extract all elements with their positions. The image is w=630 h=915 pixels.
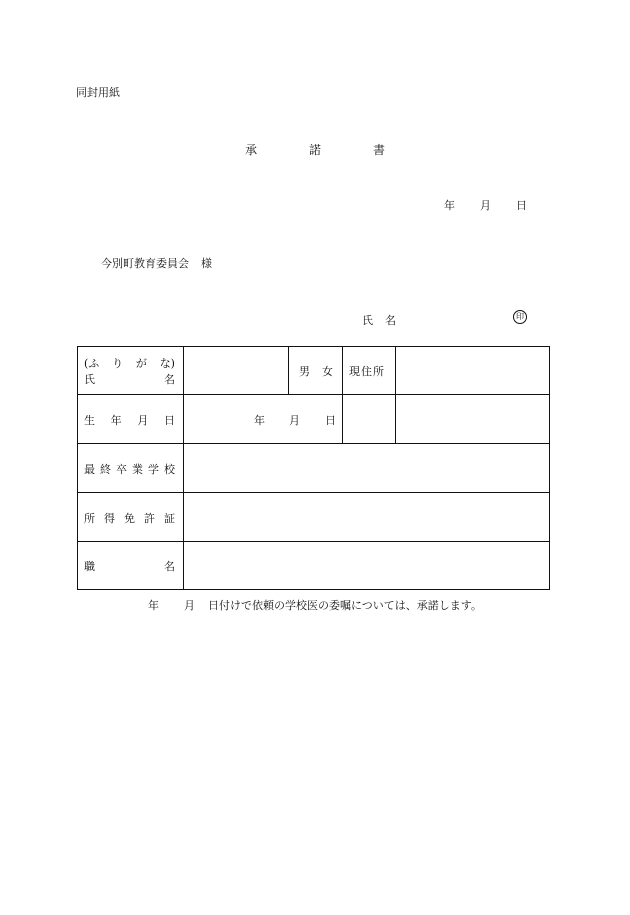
name-input-cell[interactable] [184, 347, 287, 393]
label-char: 所 [84, 512, 95, 525]
name-label [84, 371, 175, 387]
school-label [84, 461, 175, 477]
birthdate-year: 年 [254, 414, 265, 427]
label-char: 氏 [84, 373, 95, 386]
label-char: な) [159, 357, 175, 370]
title-char: 書 [373, 143, 386, 157]
label-char: 生 [84, 414, 95, 427]
footer-year: 年 [148, 599, 159, 612]
label-char: 証 [164, 512, 175, 525]
label-char: 免 [124, 512, 135, 525]
label-char: 学 [148, 463, 159, 476]
signer-label-mei: 名 [385, 314, 396, 327]
table-line [342, 346, 343, 443]
license-label [84, 510, 175, 526]
date-month: 月 [480, 199, 491, 212]
addressee-honorific: 様 [201, 257, 212, 270]
label-char: が [135, 357, 147, 370]
table-line [77, 589, 550, 590]
label-char: り [112, 357, 124, 370]
footer-month: 月 [184, 599, 195, 612]
label-char: 職 [84, 560, 95, 573]
table-line [549, 346, 550, 590]
table-line [288, 346, 289, 394]
addressee-name: 今別町教育委員会 [101, 257, 189, 270]
job-label [84, 558, 175, 574]
birthdate-day: 日 [325, 414, 336, 427]
label-char: 日 [163, 414, 175, 427]
birthdate-label [84, 412, 175, 428]
title-char: 承 [244, 143, 257, 157]
label-char: 許 [144, 512, 155, 525]
seal-mark-icon: 印 [513, 310, 527, 324]
footer-statement: 日付けで依頼の学校医の委嘱については、承諾します。 [208, 599, 482, 612]
label-char: 最 [84, 463, 95, 476]
date-day: 日 [516, 199, 527, 212]
addressee [101, 255, 212, 271]
address-input-cell[interactable] [396, 347, 548, 393]
label-char: 名 [164, 560, 175, 573]
table-line [77, 346, 78, 590]
label-char: 年 [110, 414, 122, 427]
title-char: 諾 [308, 143, 321, 157]
label-char: 校 [164, 463, 175, 476]
label-char: (ふ [84, 357, 100, 370]
address-label: 現住所 [349, 365, 385, 378]
job-input-cell[interactable] [184, 542, 548, 588]
label-char: 月 [137, 414, 149, 427]
birthdate-month: 月 [289, 414, 300, 427]
school-input-cell[interactable] [184, 444, 548, 491]
enclosure-label: 同封用紙 [76, 86, 120, 99]
label-char: 名 [164, 373, 175, 386]
label-char: 業 [132, 463, 143, 476]
license-input-cell[interactable] [184, 493, 548, 540]
gender-label [299, 363, 333, 379]
signer-label-shi: 氏 [362, 314, 373, 327]
document-title [0, 141, 630, 158]
consent-form-table [77, 346, 550, 590]
date-year: 年 [444, 199, 455, 212]
label-char: 終 [100, 463, 111, 476]
gender-female: 女 [322, 365, 333, 378]
label-char: 卒 [116, 463, 127, 476]
label-char: 得 [104, 512, 115, 525]
gender-male: 男 [299, 365, 310, 378]
furigana-label [84, 355, 175, 371]
